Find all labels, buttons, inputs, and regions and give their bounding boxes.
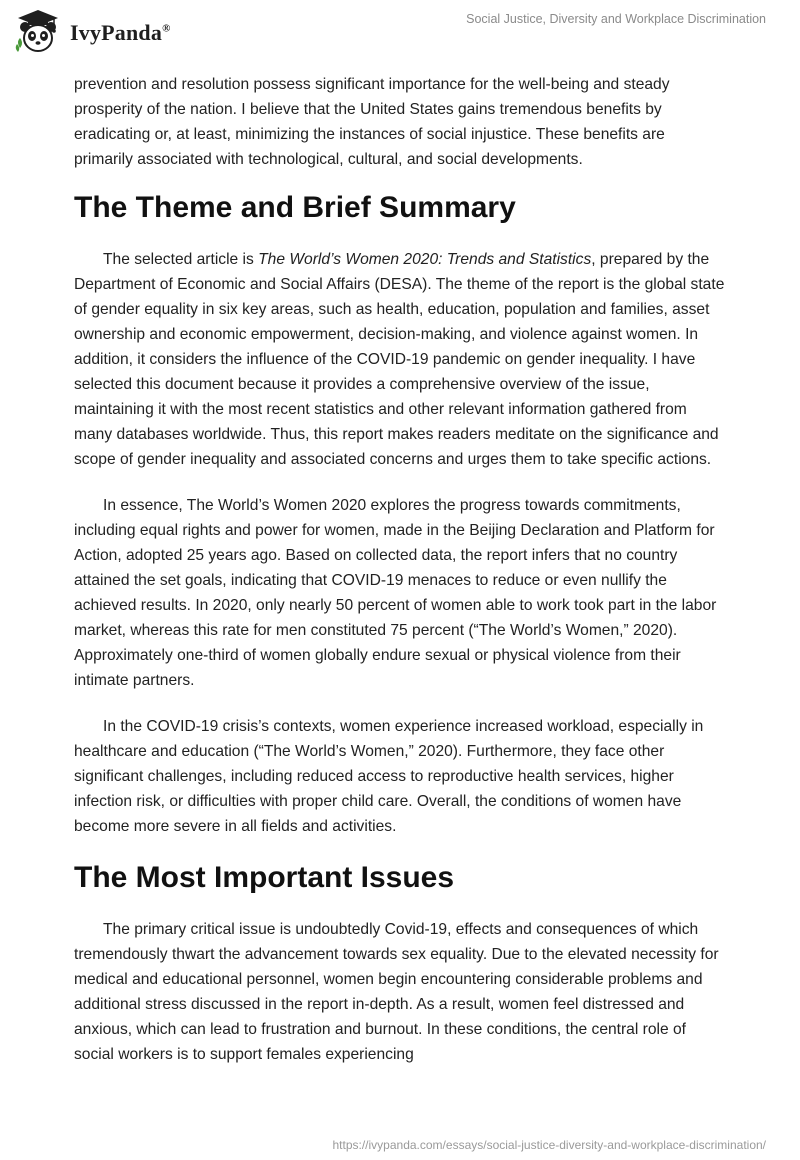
summary-paragraph-3: In the COVID-19 crisis’s contexts, women experience increased workload, especially in healthcare and education (“The World’s Women,” 2020). Furthermore, they face other significant challenges, including reduced access to reproductive health services, higher infection risk, or difficulties with proper child care. Overall, the conditions of women have become more severe in all fields and activities. <box>74 718 704 835</box>
essay-body <box>74 72 726 1088</box>
source-url-link[interactable]: https://ivypanda.com/essays/social-justice-diversity-and-workplace-discrimination/ <box>332 1138 766 1152</box>
summary-paragraph-1: The selected article is The World’s Women 2020: Trends and Statistics, prepared by the Department of Economic and Social Affairs (DESA). The theme of the report is the global state of gender equality in six key areas, such as health, education, population and families, asset ownership and economic empowerment, decision-making, and violence against women. In addition, it considers the influence of the COVID-19 pandemic on gender inequality. I have selected this document because it provides a comprehensive overview of the issue, maintaining it with the most recent statistics and other relevant information gathered from many databases worldwide. Thus, this report makes readers meditate on the significance and scope of gender inequality and associated concerns and urges them to take specific actions. <box>74 251 725 468</box>
intro-paragraph: prevention and resolution possess significant importance for the well-being and steady prosperity of the nation. I believe that the United States gains tremendous benefits by eradicating or, at least, minimizing the instances of social injustice. These benefits are primarily associated with technological, cultural, and social developments. <box>74 76 670 168</box>
document-title: Social Justice, Diversity and Workplace Discrimination <box>466 12 766 26</box>
summary-paragraph-2: In essence, The World’s Women 2020 explores the progress towards commitments, including equal rights and power for women, made in the Beijing Declaration and Platform for Action, adopted 25 years ago. Based on collected data, the report infers that no country attained the set goals, indicating that COVID-19 menaces to reduce or even nullify the achieved results. In 2020, only nearly 50 percent of women able to work took part in the labor market, whereas this rate for men constituted 75 percent (“The World’s Women,” 2020). Approximately one-third of women globally endure sexual or physical violence from their intimate partners. <box>74 497 717 689</box>
panda-graduate-icon <box>14 8 62 54</box>
section-heading-issues: The Most Important Issues <box>74 861 455 894</box>
brand-name: IvyPanda® <box>70 20 171 45</box>
ivypanda-logo[interactable] <box>14 8 204 54</box>
article-title: The World’s Women 2020: Trends and Statistics <box>258 251 592 268</box>
issues-paragraph-1: The primary critical issue is undoubtedly Covid-19, effects and consequences of which tremendously thwart the advancement towards sex equality. Due to the elevated necessity for medical and educational personnel, women begin encountering considerable problems and additional stress discussed in the report in-depth. As a result, women feel distressed and anxious, which can lead to frustration and burnout. In these conditions, the central role of social workers is to support females experiencing <box>74 921 719 1063</box>
section-heading-theme: The Theme and Brief Summary <box>74 191 516 224</box>
page-header <box>0 0 800 70</box>
